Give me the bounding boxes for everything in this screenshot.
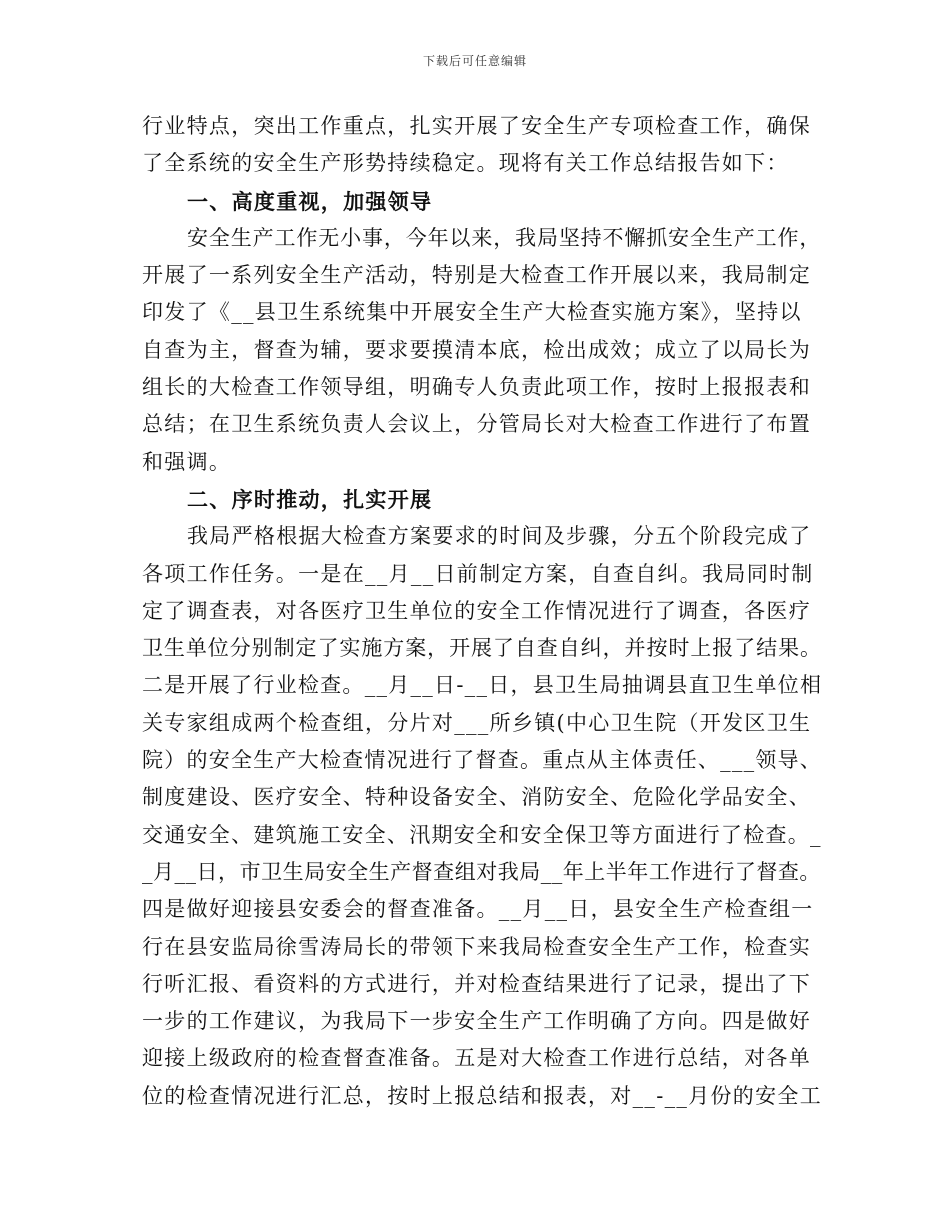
paragraph-line: 各项工作任务。一是在__月__日前制定方案，自查自纠。我局同时制 xyxy=(142,561,814,586)
paragraph-line: 我局严格根据大检查方案要求的时间及步骤，分五个阶段完成了 xyxy=(187,524,812,549)
paragraph-line: 行在县安监局徐雪涛局长的带领下来我局检查安全生产工作，检查实 xyxy=(142,934,811,959)
paragraph-line: 开展了一系列安全生产活动，特别是大检查工作开展以来，我局制定 xyxy=(142,263,811,288)
paragraph-line: 一步的工作建议，为我局下一步安全生产工作明确了方向。四是做好 xyxy=(142,1009,811,1034)
paragraph-line: 了全系统的安全生产形势持续稳定。现将有关工作总结报告如下： xyxy=(142,151,789,176)
page-header: 下载后可任意编辑 xyxy=(422,54,527,68)
section-heading: 一、高度重视，加强领导 xyxy=(187,188,433,214)
paragraph-line: 院）的安全生产大检查情况进行了督查。重点从主体责任、___领导、 xyxy=(142,748,823,773)
paragraph-line: 迎接上级政府的检查督查准备。五是对大检查工作进行总结，对各单 xyxy=(142,1046,811,1071)
paragraph-line: 组长的大检查工作领导组，明确专人负责此项工作，按时上报报表和 xyxy=(142,375,811,400)
paragraph-line: 和强调。 xyxy=(142,449,232,474)
paragraph-line: 卫生单位分别制定了实施方案，开展了自查自纠，并按时上报了结果。 xyxy=(142,636,822,661)
paragraph-line: 二是开展了行业检查。__月__日-__日，县卫生局抽调县直卫生单位相 xyxy=(142,673,823,698)
paragraph-line: 位的检查情况进行汇总，按时上报总结和报表，对__-__月份的安全工 xyxy=(142,1083,822,1108)
paragraph-line: 制度建设、医疗安全、特种设备安全、消防安全、危险化学品安全、 xyxy=(142,785,811,810)
paragraph-line: 印发了《__县卫生系统集中开展安全生产大检查实施方案》，坚持以 xyxy=(142,300,802,325)
paragraph-line: 四是做好迎接县安委会的督查准备。__月__日，县安全生产检查组一 xyxy=(142,897,814,922)
paragraph-line: 安全生产工作无小事，今年以来，我局坚持不懈抓安全生产工作， xyxy=(187,225,822,250)
paragraph-line: 关专家组成两个检查组，分片对___所乡镇(中心卫生院（开发区卫生 xyxy=(142,710,812,735)
paragraph-line: 自查为主，督查为辅，要求要摸清本底，检出成效；成立了以局长为 xyxy=(142,337,811,362)
paragraph-line: _月__日，市卫生局安全生产督查组对我局__年上半年工作进行了督查。 xyxy=(142,859,821,884)
paragraph-line: 行业特点，突出工作重点，扎实开展了安全生产专项检查工作，确保 xyxy=(142,114,811,138)
paragraph-line: 行听汇报、看资料的方式进行，并对检查结果进行了记录，提出了下 xyxy=(142,971,811,996)
document-body xyxy=(142,108,822,1115)
section-heading: 二、序时推动，扎实开展 xyxy=(187,486,433,512)
paragraph-line: 定了调查表，对各医疗卫生单位的安全工作情况进行了调查，各医疗 xyxy=(142,598,811,623)
paragraph-line: 交通安全、建筑施工安全、汛期安全和安全保卫等方面进行了检查。_ xyxy=(142,822,822,847)
paragraph-line: 总结；在卫生系统负责人会议上，分管局长对大检查工作进行了布置 xyxy=(142,412,811,437)
